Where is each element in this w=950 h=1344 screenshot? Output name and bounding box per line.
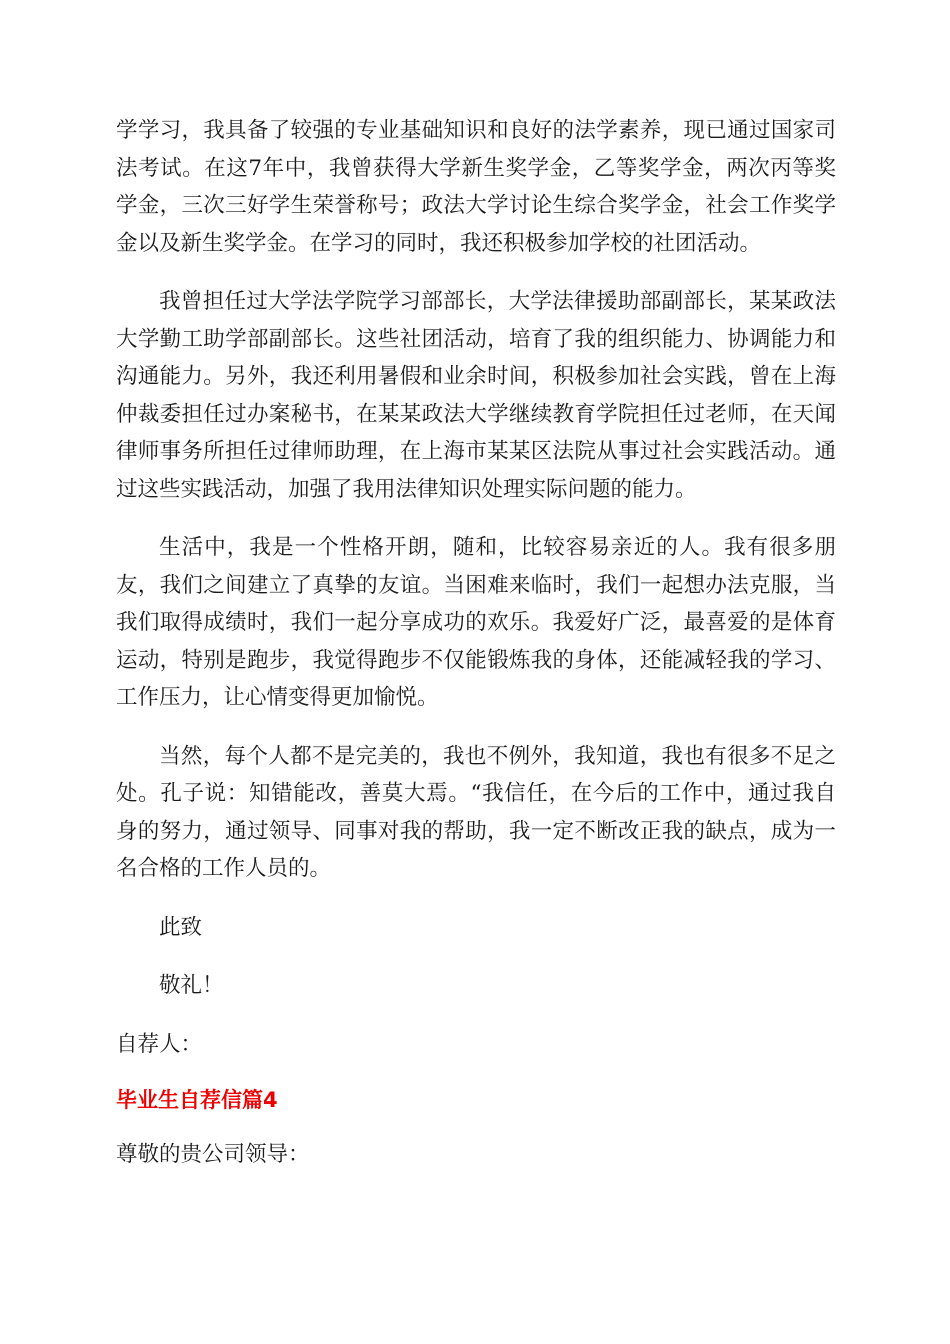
closing-line-1: 此致: [159, 914, 203, 940]
paragraph-conclusion: 当然，每个人都不是完美的，我也不例外，我知道，我也有很多不足之处。孔子说：知错能改，善莫大焉。“我信任，在今后的工作中，通过我自身的努力，通过领导、同事对我的帮助，我一定不断改正我的缺点，成为一名合格的工作人员的。: [116, 743, 836, 881]
section-heading: 毕业生自荐信篇4: [116, 1088, 278, 1112]
paragraph-activities: 我曾担任过大学法学院学习部部长，大学法律援助部副部长，某某政法大学勤工助学部副部长。这些社团活动，培育了我的组织能力、协调能力和沟通能力。另外，我还利用暑假和业余时间，积极参加社会实践，曾在上海仲裁委担任过办案秘书，在某某政法大学继续教育学院担任过老师，在天闻律师事务所担任过律师助理，在上海市某某区法院从事过社会实践活动。通过这些实践活动，加强了我用法律知识处理实际问题的能力。: [116, 289, 836, 502]
document-body: [116, 112, 836, 1173]
salutation-line: 尊敬的贵公司领导：: [116, 1141, 310, 1167]
closing-line-2: 敬礼！: [159, 973, 224, 998]
paragraph-study: 学学习，我具备了较强的专业基础知识和良好的法学素养，现已通过国家司法考试。在这7年中，我曾获得大学新生奖学金，乙等奖学金，两次丙等奖学金，三次三好学生荣誉称号；政法大学讨论生综合奖学金，社会工作奖学金以及新生奖学金。在学习的同时，我还积极参加学校的社团活动。: [116, 118, 836, 256]
paragraph-life: 生活中，我是一个性格开朗，随和，比较容易亲近的人。我有很多朋友，我们之间建立了真挚的友谊。当困难来临时，我们一起想办法克服，当我们取得成绩时，我们一起分享成功的欢乐。我爱好广泛，最喜爱的是体育运动，特别是跑步，我觉得跑步不仅能锻炼我的身体，还能减轻我的学习、工作压力，让心情变得更加愉悦。: [116, 535, 836, 710]
signature-line: 自荐人：: [116, 1031, 203, 1057]
